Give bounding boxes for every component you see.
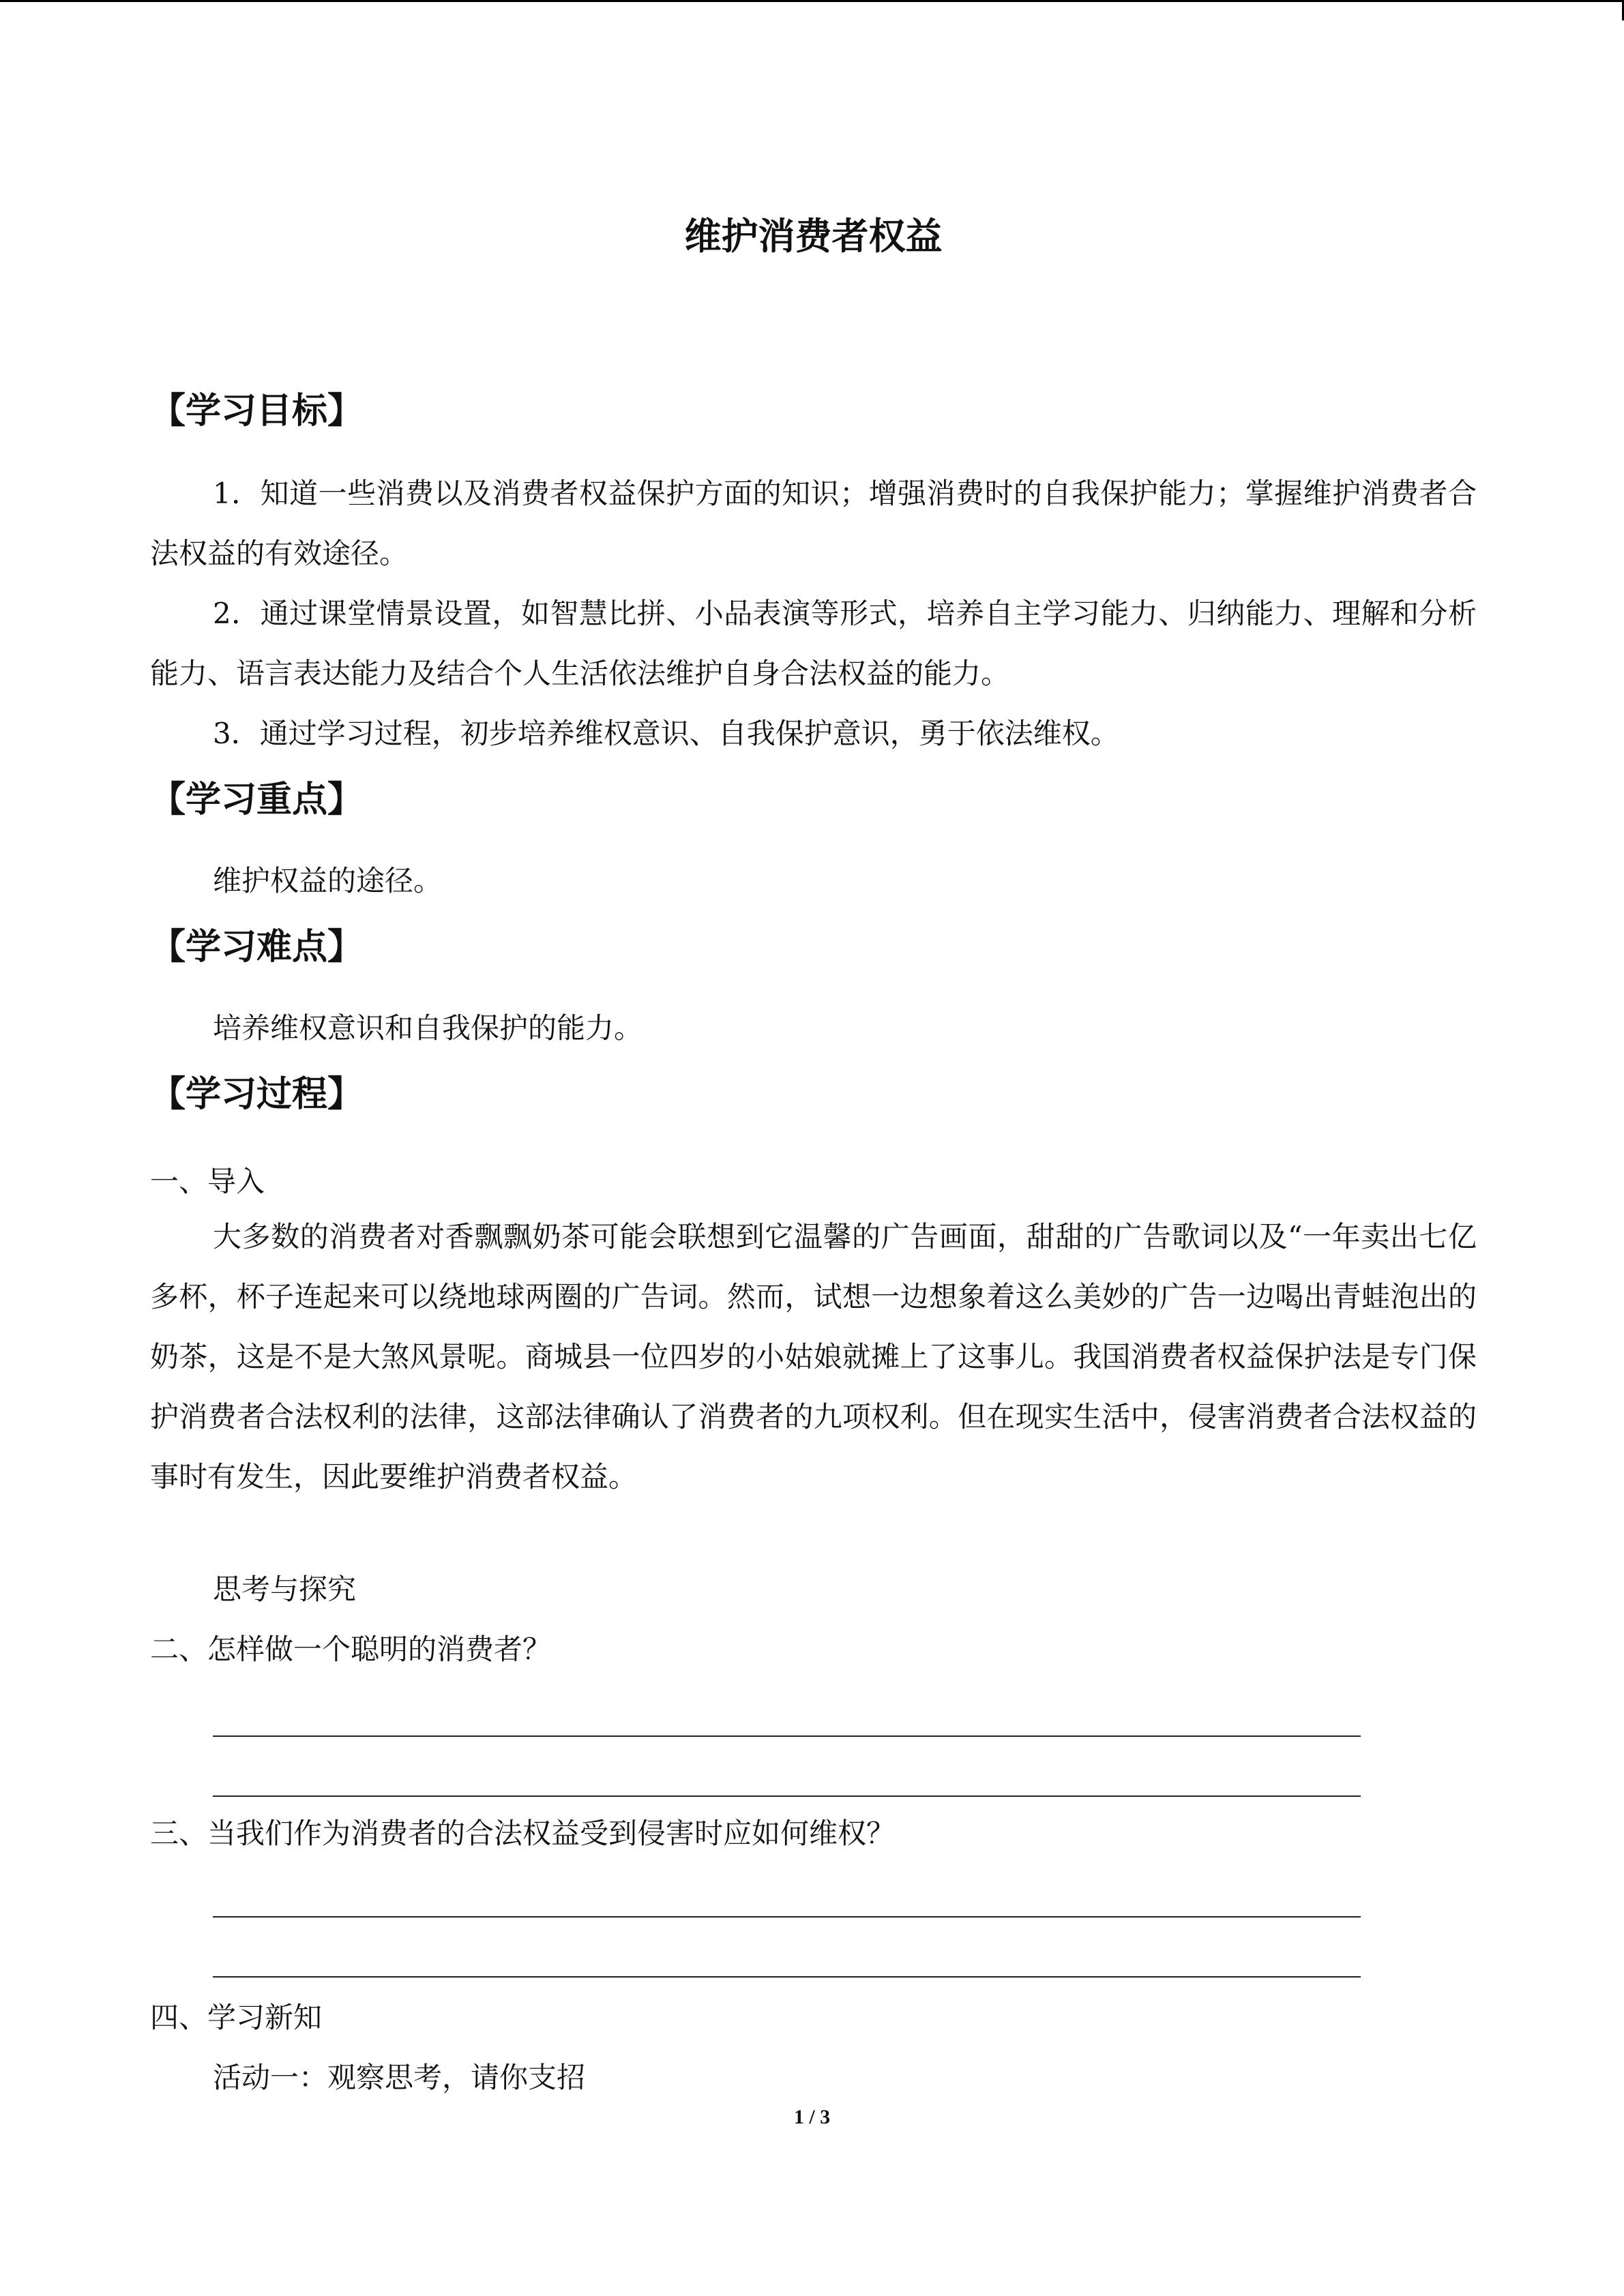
difficulties-text: 培养维权意识和自我保护的能力。 — [213, 1011, 643, 1045]
question-3: 三、当我们作为消费者的合法权益受到侵害时应如何维权？ — [150, 1817, 896, 1850]
objective-item-2: 2．通过课堂情景设置，如智慧比拼、小品表演等形式，培养自主学习能力、归纳能力、理解和分析能力、语言表达能力及结合个人生活依法维护自身合法权益的能力。 — [150, 597, 1477, 690]
heading-key-points: 【学习重点】 — [150, 779, 364, 820]
top-border — [0, 0, 1624, 2]
heading-process: 【学习过程】 — [150, 1074, 364, 1115]
question-2: 二、怎样做一个聪明的消费者？ — [150, 1632, 552, 1666]
answer-line — [213, 1795, 1361, 1797]
section-4-title: 四、学习新知 — [150, 2001, 323, 2034]
page-title: 维护消费者权益 — [684, 215, 943, 258]
answer-line — [213, 1735, 1361, 1737]
objective-item-1: 1．知道一些消费以及消费者权益保护方面的知识；增强消费时的自我保护能力；掌握维护消费者合法权益的有效途径。 — [150, 477, 1477, 570]
intro-title: 一、导入 — [150, 1165, 265, 1198]
page-number: 1 / 3 — [793, 2106, 831, 2128]
answer-line — [213, 1916, 1361, 1918]
activity-1: 活动一：观察思考，请你支招 — [213, 2061, 586, 2094]
heading-difficulties: 【学习难点】 — [150, 927, 364, 968]
intro-text: 大多数的消费者对香飘飘奶茶可能会联想到它温馨的广告画面，甜甜的广告歌词以及“一年卖出七亿多杯，杯子连起来可以绕地球两圈的广告词。然而，试想一边想象着这么美妙的广告一边喝出青蛙泡出的奶茶，这是不是大煞风景呢。商城县一位四岁的小姑娘就摊上了这事儿。我国消费者权益保护法是专门保护消费者合法权利的法律，这部法律确认了消费者的九项权利。但在现实生活中，侵害消费者合法权益的事时有发生，因此要维护消费者权益。 — [150, 1220, 1477, 1493]
document-page — [150, 198, 1477, 2094]
answer-line — [213, 1976, 1361, 1978]
key-points-text: 维护权益的途径。 — [213, 864, 443, 897]
heading-objectives: 【学习目标】 — [150, 391, 364, 432]
objective-item-3: 3．通过学习过程，初步培养维权意识、自我保护意识，勇于依法维权。 — [213, 717, 1119, 750]
think-label: 思考与探究 — [213, 1572, 357, 1606]
